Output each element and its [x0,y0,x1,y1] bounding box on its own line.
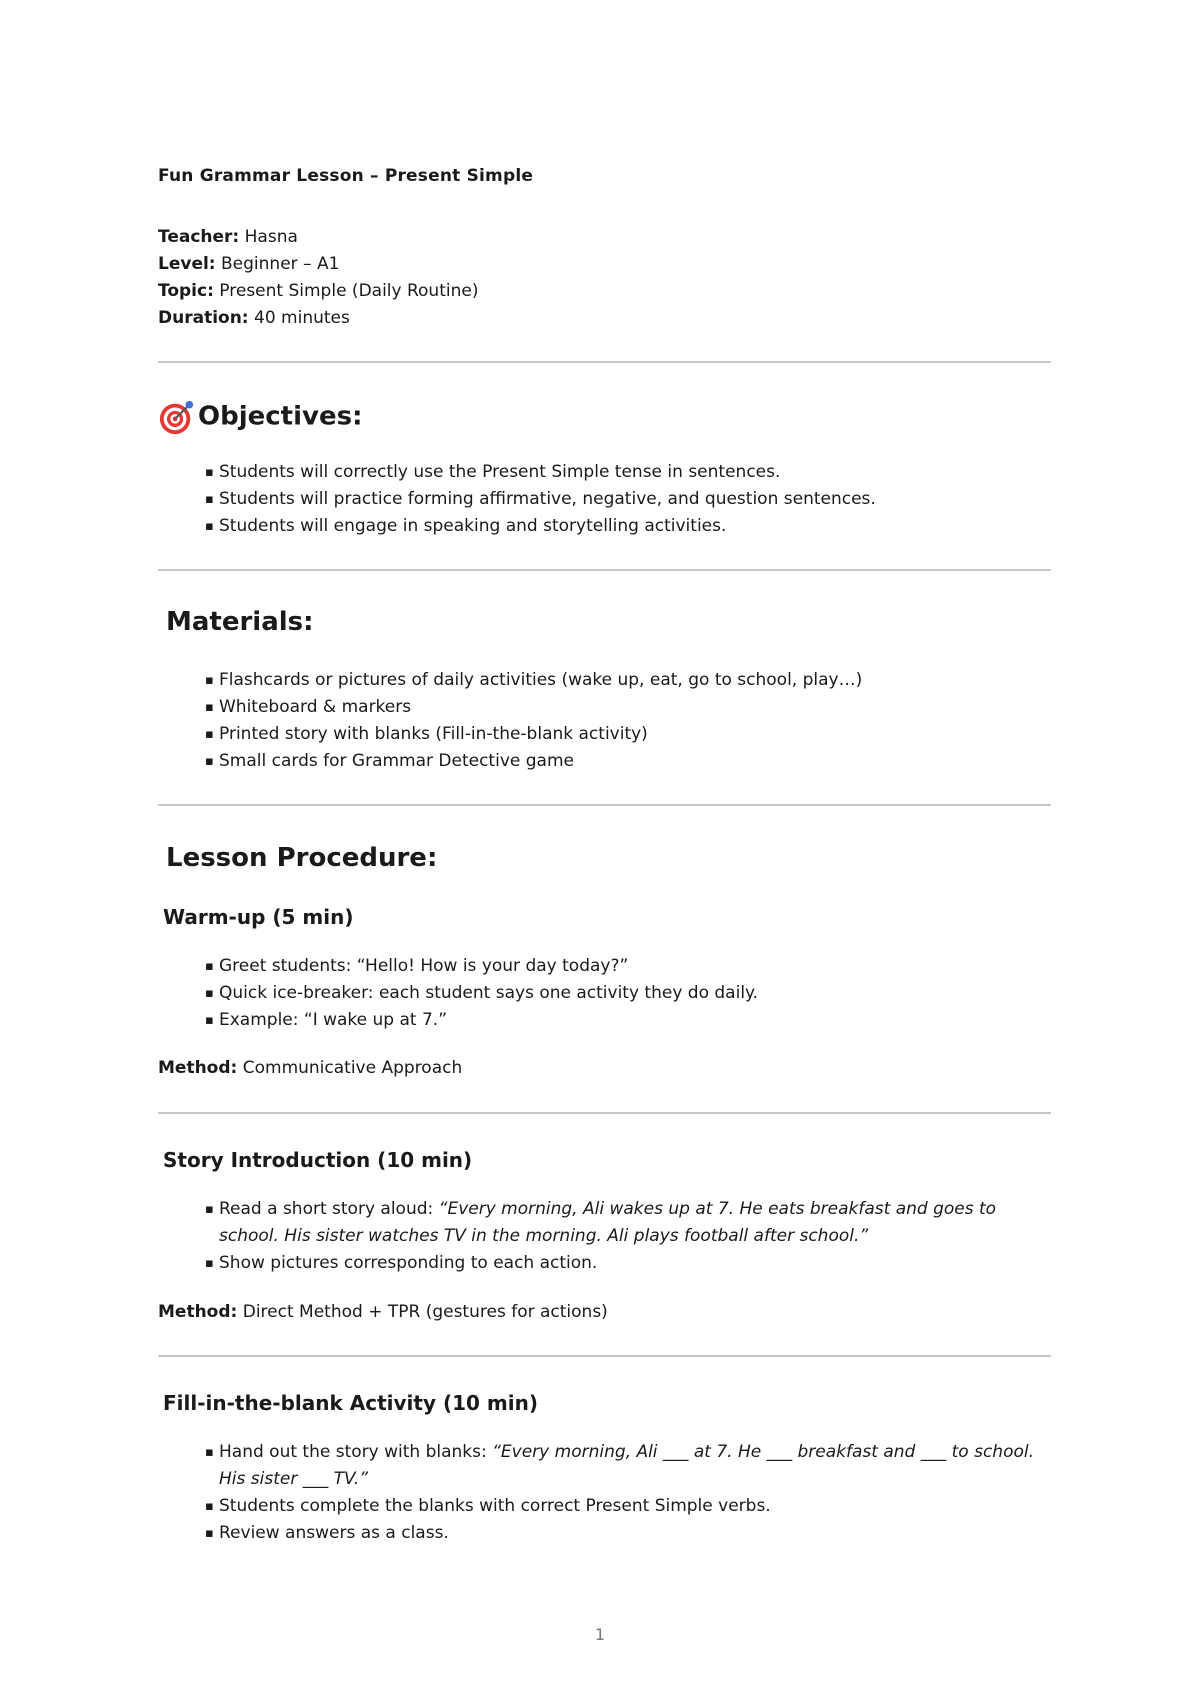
story-list [205,1196,1055,1277]
page-number: 1 [594,1625,606,1644]
objectives-heading-text: Objectives: [198,401,363,432]
meta-value: Beginner – A1 [215,254,340,274]
method-label: Method: [158,1058,238,1078]
method-label: Method: [158,1302,238,1322]
warmup-method [158,1058,462,1078]
objectives-heading [158,398,362,436]
list-item: ▪ Example: “I wake up at 7.” [205,1007,1055,1034]
method-value: Communicative Approach [237,1058,463,1078]
fill-list [205,1439,1055,1547]
list-item: ▪ Greet students: “Hello! How is your day today?” [205,953,1055,980]
fill-quote: “Every morning, Ali ___ at 7. He ___ breakfast and ___ to school. His sister ___ TV.” [219,1442,1034,1489]
list-item: ▪ Small cards for Grammar Detective game [205,748,1055,775]
story-heading: Story Introduction (10 min) [163,1148,473,1172]
list-item: ▪ Show pictures corresponding to each action. [205,1250,1055,1277]
meta-label: Duration: [158,308,249,328]
target-icon [158,398,196,436]
list-item: ▪ Students will practice forming affirmative, negative, and question sentences. [205,486,1055,513]
list-item-text: Read a short story aloud: [219,1199,439,1219]
list-item: ▪ Students complete the blanks with correct Present Simple verbs. [205,1493,1055,1520]
warmup-heading: Warm-up (5 min) [163,905,354,929]
list-item: ▪ Quick ice-breaker: each student says one activity they do daily. [205,980,1055,1007]
divider [158,569,1051,571]
divider [158,361,1051,363]
list-item [205,1196,1055,1250]
story-method [158,1302,608,1322]
meta-topic [158,281,478,301]
meta-value: Present Simple (Daily Routine) [213,281,479,301]
list-item: ▪ Review answers as a class. [205,1520,1055,1547]
materials-heading: Materials: [166,607,314,637]
list-item: ▪ Whiteboard & markers [205,694,1055,721]
materials-list [205,667,1055,775]
list-item [205,1439,1055,1493]
fill-heading: Fill-in-the-blank Activity (10 min) [163,1391,538,1415]
divider [158,804,1051,806]
story-quote: “Every morning, Ali wakes up at 7. He eats breakfast and goes to school. His sister watches TV in the morning. Ali plays football after school.” [219,1199,997,1246]
meta-label: Level: [158,254,216,274]
procedure-heading: Lesson Procedure: [166,843,438,873]
meta-duration [158,308,350,328]
divider [158,1112,1051,1114]
warmup-list [205,953,1055,1034]
list-item: ▪ Students will correctly use the Present Simple tense in sentences. [205,459,1055,486]
meta-label: Topic: [158,281,214,301]
meta-value: 40 minutes [248,308,350,328]
divider [158,1355,1051,1357]
meta-value: Hasna [239,227,298,247]
meta-teacher [158,227,298,247]
document-title: Fun Grammar Lesson – Present Simple [158,166,534,186]
meta-label: Teacher: [158,227,240,247]
list-item: ▪ Flashcards or pictures of daily activities (wake up, eat, go to school, play…) [205,667,1055,694]
list-item: ▪ Students will engage in speaking and storytelling activities. [205,513,1055,540]
meta-level [158,254,339,274]
list-item: ▪ Printed story with blanks (Fill-in-the-blank activity) [205,721,1055,748]
objectives-list [205,459,1055,540]
method-value: Direct Method + TPR (gestures for actions) [237,1302,608,1322]
list-item-text: Hand out the story with blanks: [219,1442,493,1462]
